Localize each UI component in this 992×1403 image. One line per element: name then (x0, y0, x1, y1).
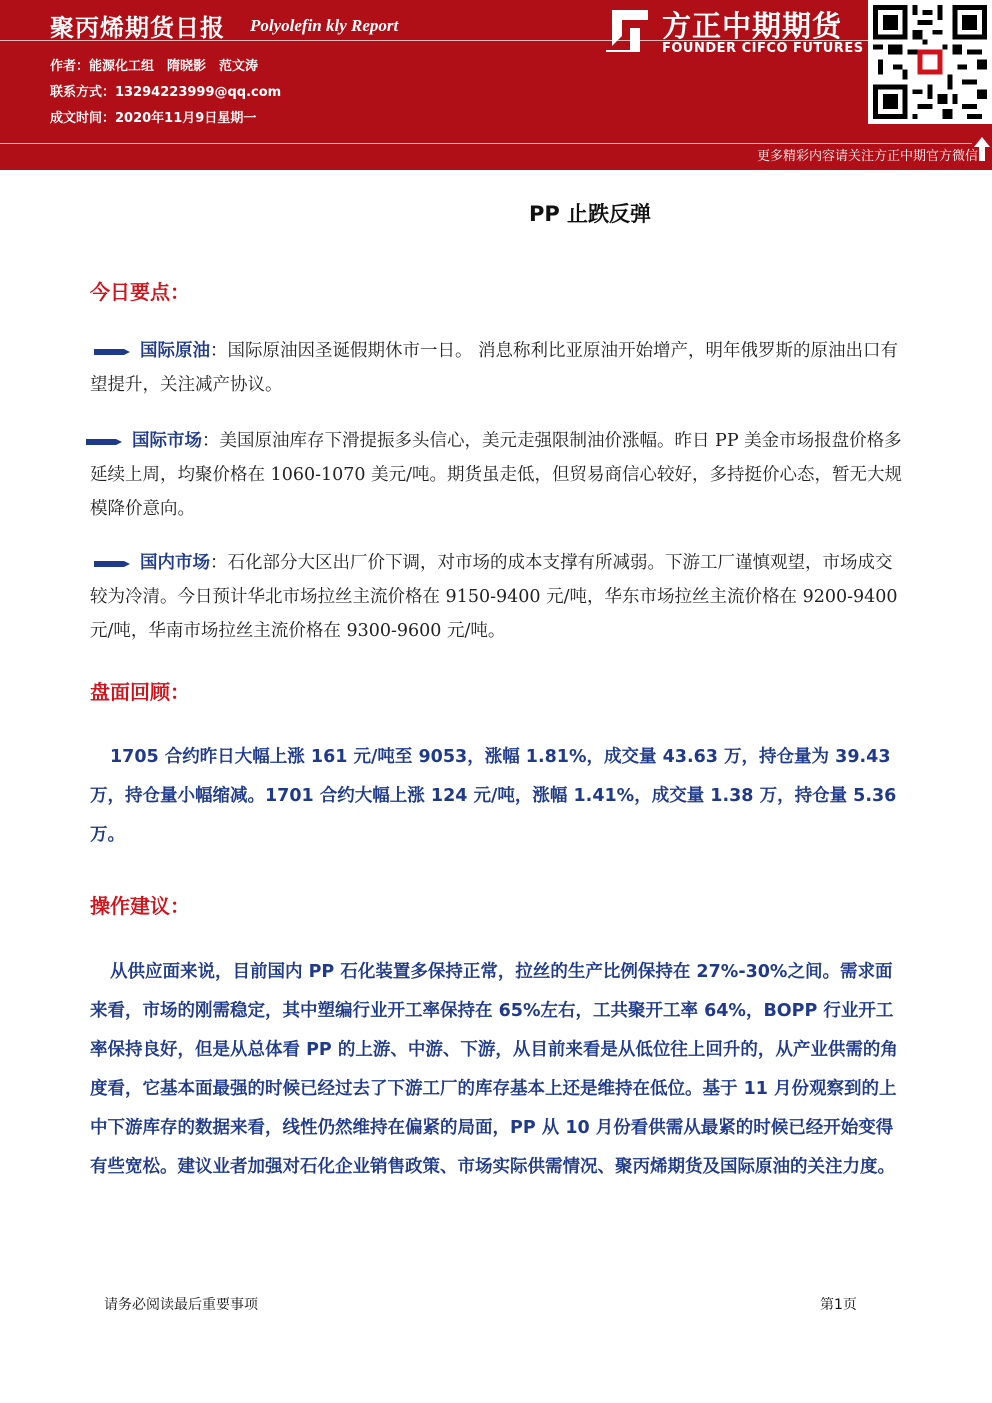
highlight-text: 美国原油库存下滑提振多头信心，美元走强限制油价涨幅。昨日 PP 美金市场报盘价格多延续上周，均聚价格在 1060-1070 美元/吨。期货虽走低，但贸易商信心较好，多持挺价心态，暂无大规模降价意向。 (90, 431, 903, 519)
author-line: 作者：能源化工组 隋晓影 范文涛 (50, 59, 259, 74)
highlight-label: 国际原油 (140, 341, 210, 361)
report-header (0, 0, 992, 170)
document-title: PP 止跌反弹 (528, 202, 652, 226)
highlight-label: 国际市场 (132, 431, 202, 451)
date-line: 成文时间：2020年11月9日星期一 (50, 111, 257, 126)
report-title-en: Polyolefin kly Report (250, 16, 399, 35)
highlight-item: 国内市场：石化部分大区出厂价下调，对市场的成本支撑有所减弱。下游工厂谨慎观望，市场成交较为冷清。今日预计华北市场拉丝主流价格在 9150-9400 元/吨，华东市场拉丝主流价格在 9200-9400 元/吨，华南市场拉丝主流价格在 9300-9600 元/吨。 (90, 553, 898, 641)
highlight-text: 石化部分大区出厂价下调，对市场的成本支撑有所减弱。下游工厂谨慎观望，市场成交较为冷清。今日预计华北市场拉丝主流价格在 9150-9400 元/吨，华东市场拉丝主流价格在 9200-9400 元/吨，华南市场拉丝主流价格在 9300-9600 元/吨。 (90, 553, 898, 641)
company-logo-en: FOUNDER CIFCO FUTURES (662, 41, 864, 56)
report-title-cn: 聚丙烯期货日报 (50, 14, 225, 42)
highlights-heading: 今日要点： (90, 280, 190, 304)
wechat-qr-code[interactable] (868, 0, 992, 124)
highlight-text: 国际原油因圣诞假期休市一日。 消息称利比亚原油开始增产，明年俄罗斯的原油出口有望提升，关注减产协议。 (90, 341, 899, 395)
follow-wechat-text: 更多精彩内容请关注方正中期官方微信 (756, 149, 978, 164)
contact-line: 联系方式：13294223999@qq.com (50, 85, 282, 100)
bullet-arrow-icon (94, 560, 130, 568)
bullet-arrow-icon (86, 438, 122, 446)
highlight-item: 国际原油：国际原油因圣诞假期休市一日。 消息称利比亚原油开始增产，明年俄罗斯的原油出口有望提升，关注减产协议。 (90, 341, 899, 395)
page-number: 第1页 (820, 1297, 857, 1313)
highlight-label: 国内市场 (140, 553, 210, 573)
footer-notice: 请务必阅读最后重要事项 (104, 1297, 258, 1313)
review-heading: 盘面回顾： (90, 680, 190, 704)
founder-logo-icon (602, 6, 650, 54)
company-logo-cn: 方正中期期货 (662, 9, 843, 43)
advice-heading: 操作建议： (90, 894, 190, 918)
highlight-item: 国际市场：美国原油库存下滑提振多头信心，美元走强限制油价涨幅。昨日 PP 美金市场报盘价格多延续上周，均聚价格在 1060-1070 美元/吨。期货虽走低，但贸易商信心较好，多持挺价心态，暂无大规模降价意向。 (90, 424, 904, 526)
arrow-up-icon (974, 137, 990, 161)
review-text: 1705 合约昨日大幅上涨 161 元/吨至 9053，涨幅 1.81%，成交量 43.63 万，持仓量为 39.43 万，持仓量小幅缩减。1701 合约大幅上涨 124 元/吨，涨幅 1.41%，成交量 1.38 万，持仓量 5.36 万。 (90, 747, 897, 845)
bullet-arrow-icon (94, 348, 130, 356)
advice-text: 从供应面来说，目前国内 PP 石化装置多保持正常，拉丝的生产比例保持在 27%-30%之间。需求面来看，市场的刚需稳定，其中塑编行业开工率保持在 65%左右，工共聚开工率 64%，BOPP 行业开工率保持良好，但是从总体看 PP 的上游、中游、下游，从目前来看是从低位往上回升的，从产业供需的角度看，它基本面最强的时候已经过去了下游工厂的库存基本上还是维持在低位。基于 11 月份观察到的上中下游库存的数据来看，线性仍然维持在偏紧的局面，PP 从 10 月份看供需从最紧的时候已经开始变得有些宽松。建议业者加强对石化企业销售政策、市场实际供需情况、聚丙烯期货及国际原油的关注力度。 (90, 962, 898, 1177)
header-bottom-divider (0, 143, 972, 144)
